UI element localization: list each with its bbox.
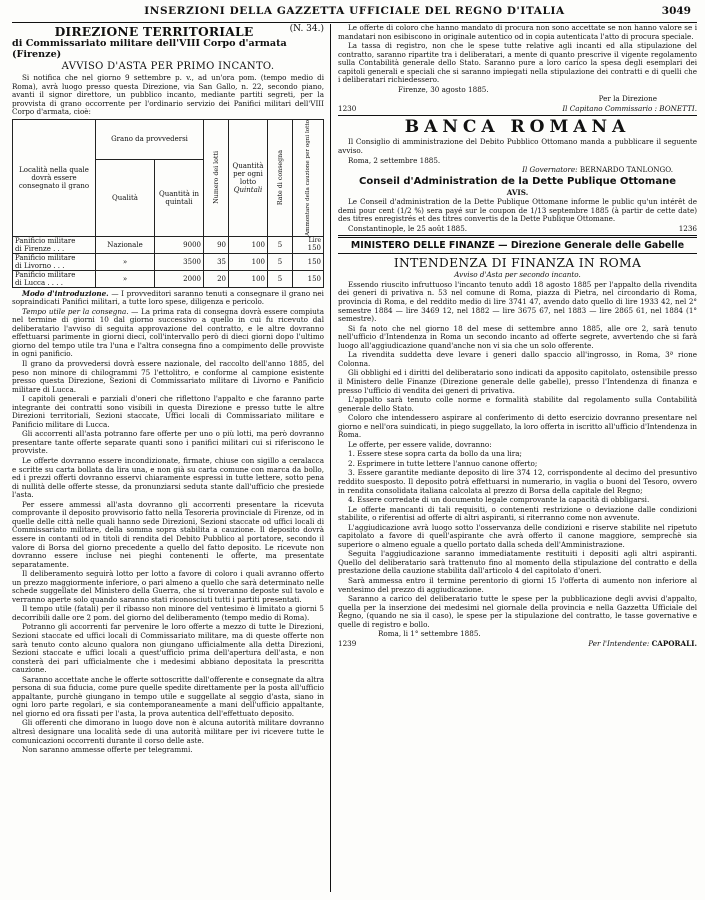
paragraph: Il deliberamento seguirà lotto per lotto a favore di coloro i quali avranno offerto un prezzo maggiormente inferiore, o pari almeno a quello che sarà determinato nelle schede suggellate del Ministero della Guerra, che si troveranno deposte sul tavolo e verranno aperte solo quando saranno stati riconosciuti tutti i partiti presentati. — [12, 569, 324, 604]
intro-paragraph: Si notifica che nel giorno 9 settembre p. v., ad un'ora pom. (tempo medio di Roma), avrà luogo presso questa Direzione, via San Gallo, n. 22, secondo piano, avanti il signor direttore, un pubblico incanto, mediante partiti segreti, per la provvista di grano occorrente per l'ordinario servizio dei Panifici militari dell'VIII Corpo d'armata, cioè: — [12, 73, 324, 117]
paragraph: Le offerte, per essere valide, dovranno: — [348, 439, 492, 449]
paragraph-modo: Modo d'introduzione. — I provveditori saranno tenuti a consegnare il grano nei sopraindicati Panifici militari, a tutte loro spese, diligenza e pericolo. — [12, 288, 324, 307]
paragraph: Essendo riuscito infruttuoso l'incanto tenuto addì 18 agosto 1885 per l'appalto della rivendita dei generi di privativa n. 53 nel comune di Roma, piazza di Pietra, nel circondario di Roma, provincia di Roma, e del reddito medio di lire 3741 47, avendo dato quello di lire 1933 42, nel 2° semestre 1884 — lire 3469 12, nel 1882 — lire 3675 67, nel 1883 — lire 2865 61, nel 1884 (1° semestre). — [338, 279, 697, 324]
paragraph: Sarà ammessa entro il termine perentorio di giorni 15 l'offerta di aumento non inferiore al ventesimo del prezzo di aggiudicazione. — [338, 575, 697, 594]
notice-title-block — [12, 25, 324, 60]
notice-signature: Il Capitano Commissario : BONETTI. — [562, 103, 697, 113]
table-row: Panificio militare di Livorno . . . » 3500 35 100 5 150 — [13, 253, 324, 270]
bank-date: Roma, 2 settembre 1885. — [348, 155, 441, 165]
paragraph: Si fa noto che nel giorno 18 del mese di settembre anno 1885, alle ore 2, sarà tenuto nell'ufficio d'Intendenza in Roma un secondo incanto ad offerte segrete, avvertendo che si farà luogo all'aggiudicazione quand'anche non vi sia che un solo offerente. — [338, 323, 697, 350]
paragraph: L'aggiudicazione avrà luogo sotto l'osservanza delle condizioni e riserve stabilite nel ripetuto capitolato a favore di quell'aspirante che avrà offerto il canone maggiore, semprechè sia superiore o almeno eguale a quello portato dalla scheda dell'Amministrazione. — [338, 522, 697, 549]
paragraph: Il Consiglio di amministrazione del Debito Pubblico Ottomano manda a pubblicare il seguente avviso. — [338, 137, 697, 156]
paragraph: Gli offerenti che dimorano in luogo dove non è alcuna autorità militare dovranno altresì designare una località sede di una autorità militare per ivi ricevere tutte le comunicazioni occorrenti durante il corso delle aste. — [12, 718, 324, 745]
paragraph: Le offerte di coloro che hanno mandato di procura non sono accettate se non hanno valore se i mandatari non esibiscono in originale autentico od in copia autenticata l'atto di procura speciale. — [338, 24, 697, 41]
avis-date: Constantinople, le 25 août 1885. — [348, 223, 468, 233]
paragraph: L'appalto sarà tenuto colle norme e formalità stabilite dal regolamento sulla Contabilità generale dello Stato. — [338, 395, 697, 413]
divider — [338, 235, 697, 238]
intendenza-signature-row — [338, 640, 697, 649]
avis-footer-row — [338, 225, 697, 234]
paragraph: Le offerte mancanti di tali requisiti, o contenenti restrizione o deviazione dalle condizioni stabilite, o riferentisi ad offerte di altri aspiranti, si riterranno come non avvenute. — [338, 504, 697, 523]
paragraph: Coloro che intendessero aspirare al conferimento di detto esercizio dovranno presentare nel giorno e nell'ora suindicati, in piego suggellato, la loro offerta in iscritto all'ufficio d'Intendenza in Roma. — [338, 413, 697, 440]
paragraph: Il tempo utile (fatali) per il ribasso non minore del ventesimo è limitato a giorni 5 decorribili dalle ore 2 pom. del giorno del deliberamento (tempo medio di Roma). — [12, 604, 324, 622]
th-localita: Località nella quale dovrà essere consegnato il grano — [13, 119, 96, 236]
notice-title-line1: DIREZIONE TERRITORIALE — [54, 24, 254, 39]
paragraph: Saranno accettate anche le offerte sottoscritte dall'offerente e consegnate da altra persona di sua fiducia, come pure quelle spedite direttamente per la posta all'ufficio appaltante, purchè giungano in tempo utile e suggellate al seggio d'asta, siano in ogni loro parte regolari, e sia contemporaneamente a mani dell'ufficio appaltante, nel giorno ed ora fissati per l'asta, la prova autentica dell'effettuato deposito. — [12, 674, 324, 718]
ministero-heading: MINISTERO DELLE FINANZE — Direzione Generale delle Gabelle — [350, 240, 685, 252]
paragraph: Gli obblighi ed i diritti del deliberatario sono indicati da apposito capitolato, ostensibile presso il Ministero delle Finanze (Direzione generale delle gabelle), presso l'Intendenza di finanza e presso l'ufficio di vendita dei generi di privativa. — [338, 368, 697, 395]
avis-heading: AVIS. — [506, 187, 529, 197]
list-item: 4. Essere corredate di un documento legale comprovante la capacità di obbligarsi. — [348, 495, 650, 505]
paragraph: Il grano da provvedersi dovrà essere nazionale, del raccolto dell'anno 1885, del peso non minore di chilogrammi 75 l'ettolitro, e conforme al campione esistente presso questa Direzione, Sezioni di Commissariato militare di Livorno e Panificio militare di Lucca. — [12, 359, 324, 394]
paragraph: Per essere ammessi all'asta dovranno gli accorrenti presentare la ricevuta comprovante il deposito provvisorio fatto nella Tesoreria provinciale di Firenze, od in quelle delle città nelle quali hanno sede Direzioni, Sezioni staccate od uffici locali di Commissariato militare, della somma sopra stabilita a cauzione. Il deposito dovrà essere in contanti od in titoli di rendita del Debito Pubblico al portatore, secondo il valore di Borsa del giorno precedente a quello del fatto deposito. Le ricevute non dovranno essere incluse nei pieghi contenenti le offerte, ma presentate separatamente. — [12, 499, 324, 569]
paragraph: I capitoli generali e parziali d'oneri che riflettono l'appalto e che faranno parte integrante dei contratti sono visibili in questa Direzione e presso tutte le altre Direzioni territoriali, Sezioni staccate, Uffici locali di Commissariato militare e Panificio militare di Lucca. — [12, 394, 324, 429]
notice-number: 1239 — [338, 638, 357, 648]
th-qualita: Qualità — [96, 160, 155, 236]
notice-code: (N. 34.) — [289, 24, 324, 34]
paragraph: La rivendita suddetta deve levare i generi dallo spaccio all'ingrosso, in Roma, 3ª rione Colonna. — [338, 350, 697, 368]
th-numero: Numero dei lotti — [204, 119, 229, 236]
paragraph: Saranno a carico del deliberatario tutte le spese per la pubblicazione degli avvisi d'appalto, quella per la inserzione dei medesimi nel giornale della provincia e nella Gazzetta Ufficiale del Regno, (quando ne sia il caso), le spese per la stipulazione del contratto, le tasse governative e quelle di registro e bollo. — [338, 594, 697, 629]
paragraph: Le offerte dovranno essere incondizionate, firmate, chiuse con sigillo a ceralacca e scritte su carta bollata da lira una, e non già su carta comune con marca da bollo, ed i prezzi offerti dovranno esservi chiaramente espressi in tutte lettere, sotto pena di nullità delle offerte stesse, da pronunziarsi seduta stante dall'ufficio che presiede l'asta. — [12, 456, 324, 500]
notice-number: 1230 — [338, 103, 357, 113]
th-rate: Rate di consegna — [268, 119, 293, 236]
notice-number: 1236 — [678, 223, 697, 233]
paragraph: Gli accorrenti all'asta potranno fare offerte per uno o più lotti, ma però dovranno presentare tante offerte separate quanti sono i panifici militari cui si riferiscono le provviste. — [12, 429, 324, 456]
per-direzione: Per la Direzione — [598, 94, 657, 104]
intendenza-date: Roma, li 1° settembre 1885. — [378, 629, 481, 639]
list-item: 1. Essere stese sopra carta da bollo da una lira; — [348, 449, 522, 459]
th-lotto: Quantità per ogni lotto Quintali — [229, 119, 268, 236]
paragraph: Non saranno ammesse offerte per telegrammi. — [22, 745, 193, 755]
paragraph: Seguita l'aggiudicazione saranno immediatamente restituiti i depositi agli altri aspiranti. Quello del deliberatario sarà trattenuto fino al momento della stipulazione del contratto e della prestazione della cauzione stabilita dall'articolo 4 del capitolato d'oneri. — [338, 549, 697, 576]
left-column — [12, 24, 330, 892]
governor-line: Il Governatore: BERNARDO TANLONGO. — [522, 165, 673, 175]
avviso-heading: AVVISO D'ASTA PER PRIMO INCANTO. — [61, 61, 275, 72]
th-grano: Grano da provvedersi — [96, 119, 204, 159]
list-item: 3. Essere garantite mediante deposito di lire 374 12, corrispondente al decimo del presuntivo reddito suesposto. Il deposito potrà effettuarsi in numerario, in vaglia o buoni del Tesoro, ovvero in rendita consolidata italiana calcolata al prezzo di Borsa della capitale del Regno; — [338, 468, 697, 495]
running-title: INSERZIONI DELLA GAZZETTA UFFICIALE DEL REGNO D'ITALIA — [144, 5, 565, 17]
paragraph-tempo: Tempo utile per la consegna. — La prima rata di consegna dovrà essere compiuta nel termine di giorni 10 dal giorno successivo a quello in cui fu ricevuto dal deliberatario l'avviso di seguita approvazione del contratto, e le altre dovranno effettuarsi parimente in giorni dieci, coll'intervallo però di dieci giorni dopo l'ultimo giorno del tempo utile tra l'una e l'altra consegna fino a compimento delle provviste in ogni panificio. — [12, 306, 324, 359]
page-number: 3049 — [661, 5, 691, 17]
banca-romana-heading: BANCA ROMANA — [404, 117, 631, 138]
notice-place-date: Firenze, 30 agosto 1885. — [398, 84, 489, 94]
table-row: Panificio militare di Firenze . . . Nazionale 9000 90 100 5 Lire 150 — [13, 236, 324, 253]
avviso-secondo-incanto: Avviso d'Asta per secondo incanto. — [454, 270, 581, 280]
paragraph: Le Conseil d'administration de la Dette Publique Ottomane informe le public qu'un intérêt de demi pour cent (1/2 %) sera payé sur le coupon de 1/13 septembre 1885 (à partir de cette date) des titres enregistrés et des titres convertis de la Dette Publique Ottomane. — [338, 197, 697, 224]
page-header — [12, 0, 697, 23]
notice-signature-row — [338, 105, 697, 114]
divider — [338, 115, 697, 116]
intendenza-heading: INTENDENZA DI FINANZA IN ROMA — [393, 256, 642, 271]
intendenza-signature: Per l'Intendente: CAPORALI. — [588, 638, 697, 648]
notice-title-line2: di Commissariato militare dell'VIII Corpo d'armata (Firenze) — [12, 38, 287, 60]
list-item: 2. Esprimere in tutte lettere l'annuo canone offerto; — [348, 458, 538, 468]
table-row: Panificio militare di Lucca . . . . » 2000 20 100 5 150 — [13, 270, 324, 287]
paragraph: La tassa di registro, non che le spese tutte relative agli incanti ed alla stipulazione del contratto, saranno ripartite tra i deliberatari, a mente di quanto prescrive il vigente regolamento sulla Contabilità generale dello Stato. Saranno pure a loro carico la spesa degli esemplari dei capitoli generali e speciali che si saranno impiegati nella stipulazione dei contratti e di quelli che i deliberatari richiedessero. — [338, 41, 697, 85]
th-ammontare: Ammontare della cauzione per ogni lotto — [293, 119, 324, 236]
paragraph: Potranno gli accorrenti far pervenire le loro offerte a mezzo di tutte le Direzioni, Sezioni staccate ed uffici locali di Commissariato militare, ma di queste offerte non sarà tenuto conto alcuno qualora non giungano ufficialmente alla detta Direzioni, Sezioni staccate e uffici locali a quest'ufficio prima dell'apertura dell'asta, e non consterà dei pari ufficialmente che i medesimi abbiano depositata la prescritta cauzione. — [12, 622, 324, 675]
dette-publique-heading: Conseil d'Administration de la Dette Publique Ottomane — [359, 175, 676, 187]
th-quantita: Quantità in quintali — [155, 160, 204, 236]
grano-table — [12, 119, 324, 288]
right-column — [331, 24, 697, 892]
columns — [12, 24, 697, 892]
divider — [338, 253, 697, 254]
